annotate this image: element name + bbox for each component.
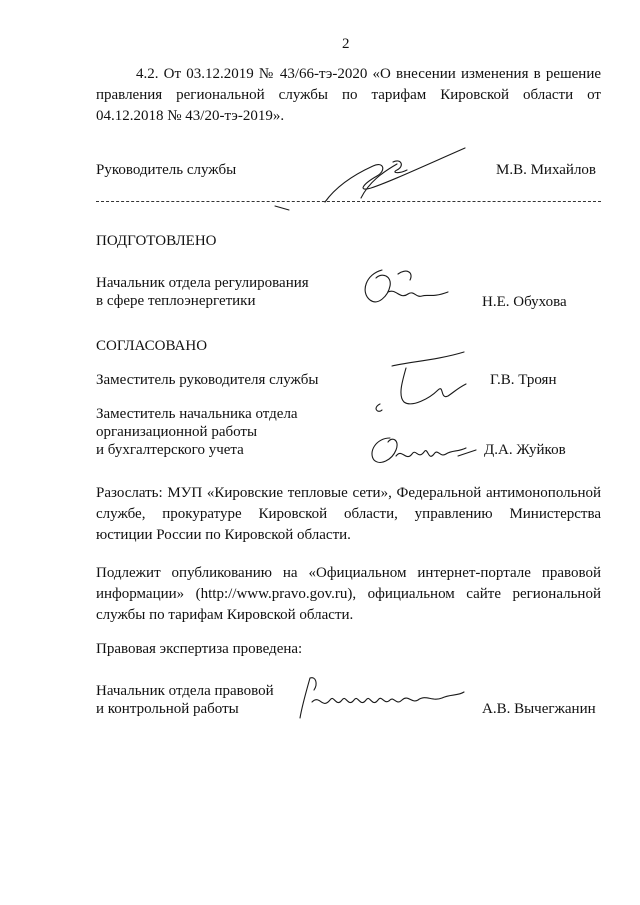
prepared-signature — [352, 262, 472, 312]
head-name: М.В. Михайлов — [496, 162, 597, 178]
legal-review-position-line: Начальник отдела правовой — [96, 683, 274, 699]
deputy-chief-name: Д.А. Жуйков — [484, 442, 566, 458]
head-position: Руководитель службы — [96, 162, 237, 178]
distribution-line: юстиции России по Кировской области. — [96, 527, 351, 543]
deputy-head-position: Заместитель руководителя службы — [96, 372, 319, 388]
item-4-2-line: правления региональной службы по тарифам Кировской области от — [96, 87, 601, 103]
publication-paragraph — [96, 563, 601, 626]
legal-review-position-line: и контрольной работы — [96, 701, 239, 717]
prepared-heading: ПОДГОТОВЛЕНО — [96, 233, 217, 249]
deputy-head-signature — [368, 344, 478, 416]
prepared-position-line: Начальник отдела регулирования — [96, 275, 309, 291]
legal-review-statement: Правовая экспертиза проведена: — [96, 641, 303, 657]
deputy-chief-position-line: и бухгалтерского учета — [96, 442, 244, 458]
distribution-line: службе, прокуратуре Кировской области, управлению Министерства — [96, 506, 601, 522]
distribution-paragraph — [96, 483, 601, 546]
signature-divider — [96, 201, 601, 202]
deputy-chief-position-line: организационной работы — [96, 424, 258, 440]
legal-review-signature — [292, 672, 472, 724]
legal-review-name: А.В. Вычегжанин — [482, 701, 596, 717]
distribution-line: Разослать: МУП «Кировские тепловые сети», Федеральной антимонопольной — [96, 485, 601, 501]
item-4-2-line: 4.2. От 03.12.2019 № 43/66-тэ-2020 «О внесении изменения в решение — [136, 66, 601, 82]
publication-line: Подлежит опубликованию на «Официальном интернет-портале правовой — [96, 565, 601, 581]
agreed-heading: СОГЛАСОВАНО — [96, 338, 208, 354]
deputy-head-name: Г.В. Троян — [490, 372, 557, 388]
deputy-chief-signature — [362, 426, 492, 470]
item-4-2-line: 04.12.2018 № 43/20-тэ-2019». — [96, 108, 285, 124]
prepared-name: Н.Е. Обухова — [482, 294, 567, 310]
head-signature — [265, 140, 475, 215]
deputy-chief-position-line: Заместитель начальника отдела — [96, 406, 298, 422]
publication-line: службы по тарифам Кировской области. — [96, 607, 354, 623]
prepared-position-line: в сфере теплоэнергетики — [96, 293, 256, 309]
publication-line: информации» (http://www.pravo.gov.ru), официальном сайте региональной — [96, 586, 601, 602]
page-number: 2 — [342, 36, 350, 52]
item-4-2-paragraph — [96, 64, 601, 127]
